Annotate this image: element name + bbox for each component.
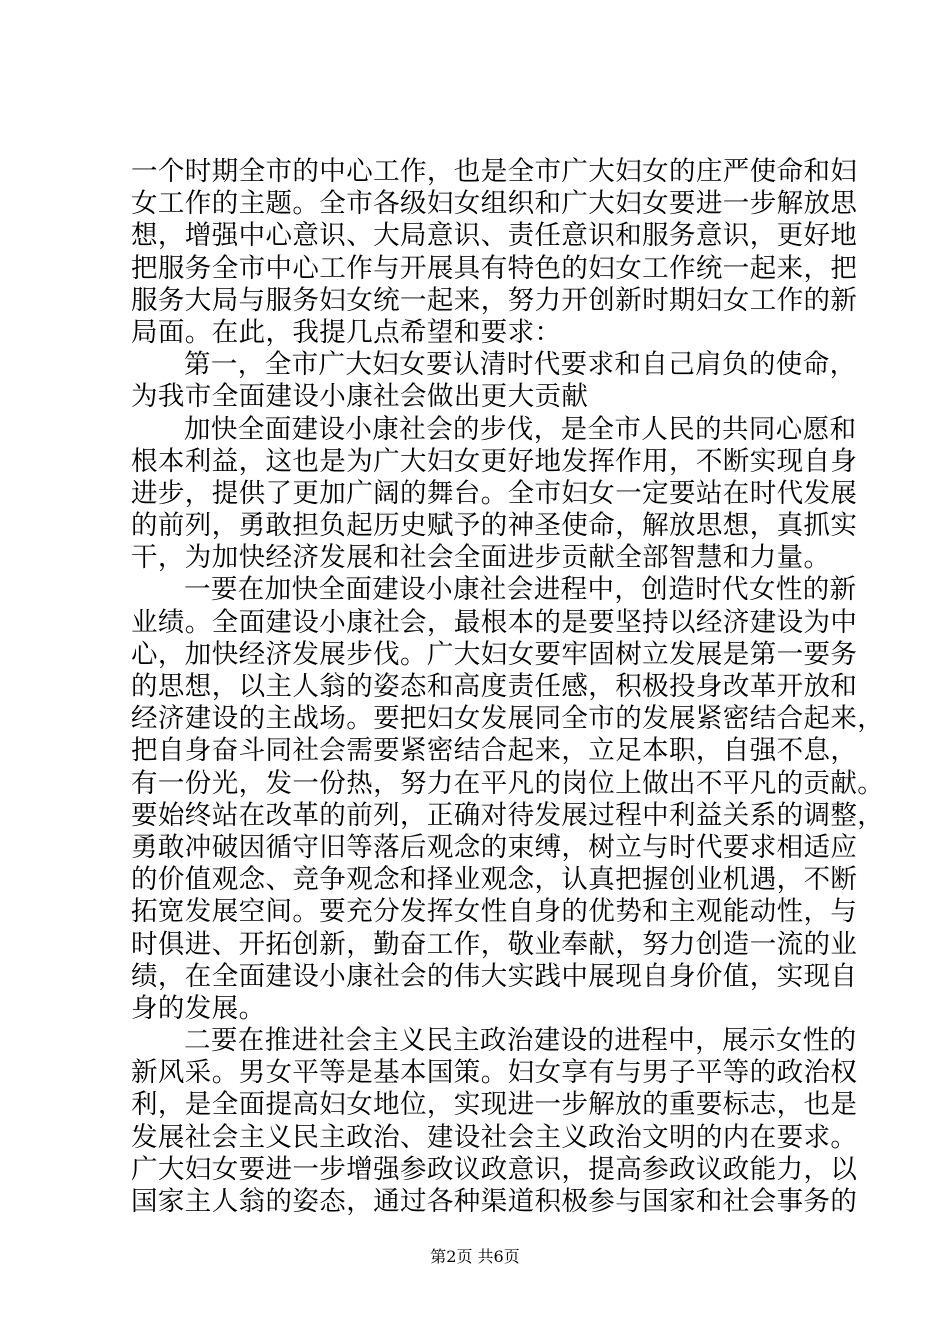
- text-line: 有一份光，发一份热，努力在平凡的岗位上做出不平凡的贡献。: [131, 767, 885, 799]
- text-line: 的前列，勇敢担负起历史赋予的神圣使命，解放思想，真抓实: [131, 510, 858, 542]
- body-text: [131, 156, 885, 1218]
- text-line: 进步，提供了更加广阔的舞台。全市妇女一定要站在时代发展: [131, 477, 858, 509]
- text-line: 绩，在全面建设小康社会的伟大实践中展现自身价值，实现自: [131, 960, 858, 992]
- text-line: 心，加快经济发展步伐。广大妇女要牢固树立发展是第一要务: [131, 638, 858, 670]
- text-line: 一个时期全市的中心工作，也是全市广大妇女的庄严使命和妇: [131, 156, 858, 187]
- text-line: 一要在加快全面建设小康社会进程中，创造时代女性的新: [184, 574, 857, 606]
- text-line: 勇敢冲破因循守旧等落后观念的束缚，树立与时代要求相适应: [131, 831, 858, 863]
- text-line: 服务大局与服务妇女统一起来，努力开创新时期妇女工作的新: [131, 284, 858, 316]
- text-line: 拓宽发展空间。要充分发挥女性自身的优势和主观能动性，与: [131, 896, 858, 928]
- text-line: 新风采。男女平等是基本国策。妇女享有与男子平等的政治权: [131, 1057, 858, 1089]
- text-line: 为我市全面建设小康社会做出更大贡献: [131, 381, 589, 413]
- text-line: 的价值观念、竞争观念和择业观念，认真把握创业机遇，不断: [131, 864, 858, 896]
- text-line: 业绩。全面建设小康社会，最根本的是要坚持以经济建设为中: [131, 606, 858, 638]
- text-line: 的思想，以主人翁的姿态和高度责任感，积极投身改革开放和: [131, 671, 858, 702]
- text-line: 第一，全市广大妇女要认清时代要求和自己肩负的使命，: [184, 349, 857, 381]
- text-line: 想，增强中心意识、大局意识、责任意识和服务意识，更好地: [131, 220, 858, 252]
- page-footer: 第2页 共6页: [430, 1247, 520, 1266]
- text-line: 根本利益，这也是为广大妇女更好地发挥作用，不断实现自身: [131, 445, 858, 477]
- text-line: 局面。在此，我提几点希望和要求：: [131, 316, 562, 348]
- text-line: 广大妇女要进一步增强参政议政意识，提高参政议政能力，以: [131, 1153, 858, 1185]
- text-line: 身的发展。: [131, 992, 266, 1024]
- text-line: 经济建设的主战场。要把妇女发展同全市的发展紧密结合起来，: [131, 703, 885, 735]
- text-line: 发展社会主义民主政治、建设社会主义政治文明的内在要求。: [131, 1121, 858, 1153]
- text-line: 女工作的主题。全市各级妇女组织和广大妇女要进一步解放思: [131, 188, 858, 220]
- text-line: 加快全面建设小康社会的步伐，是全市人民的共同心愿和: [184, 413, 857, 445]
- text-line: 把服务全市中心工作与开展具有特色的妇女工作统一起来，把: [131, 252, 858, 284]
- text-line: 要始终站在改革的前列，正确对待发展过程中利益关系的调整，: [131, 799, 885, 831]
- text-line: 干，为加快经济发展和社会全面进步贡献全部智慧和力量。: [131, 542, 831, 574]
- text-line: 二要在推进社会主义民主政治建设的进程中，展示女性的: [184, 1025, 857, 1057]
- text-line: 国家主人翁的姿态，通过各种渠道积极参与国家和社会事务的: [131, 1186, 858, 1217]
- text-line: 利，是全面提高妇女地位，实现进一步解放的重要标志，也是: [131, 1089, 858, 1121]
- text-line: 时俱进、开拓创新，勤奋工作，敬业奉献，努力创造一流的业: [131, 928, 858, 960]
- text-line: 把自身奋斗同社会需要紧密结合起来，立足本职，自强不息，: [131, 735, 858, 767]
